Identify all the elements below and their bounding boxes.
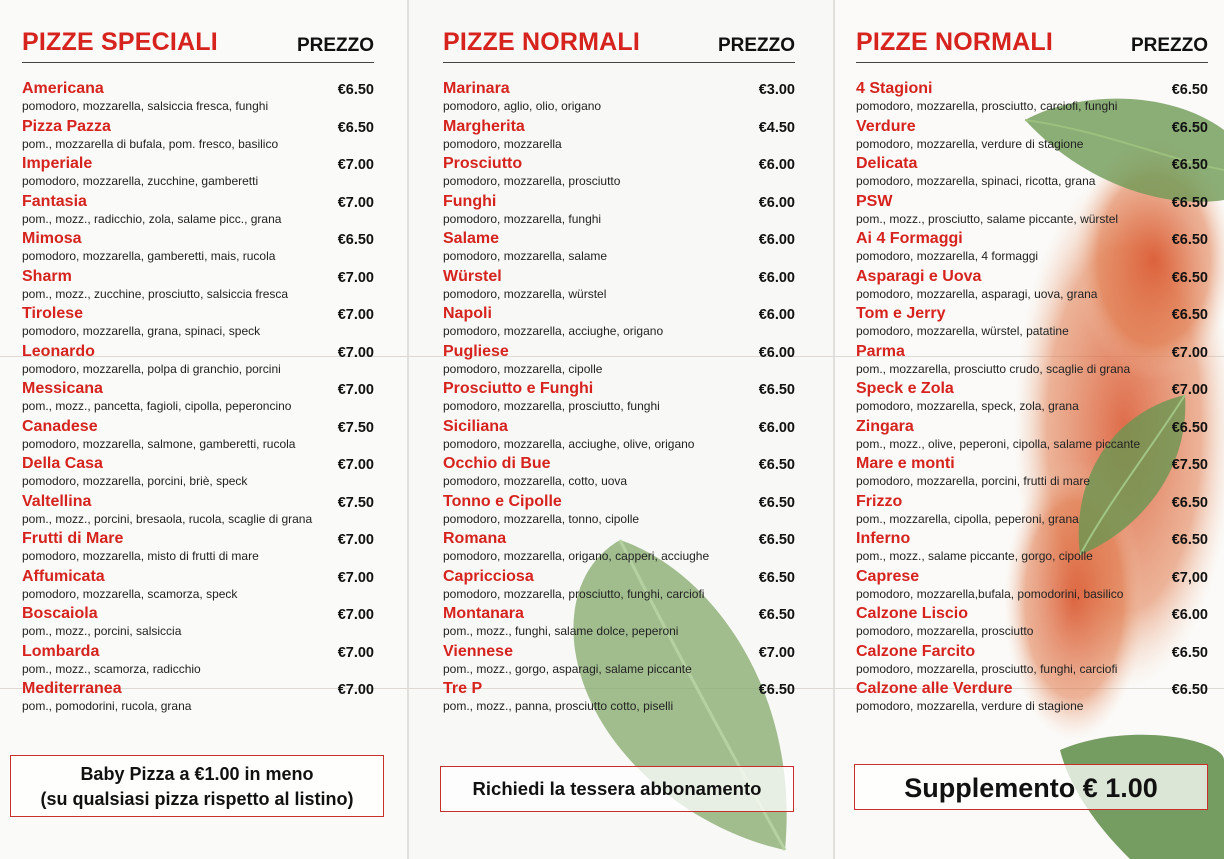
pizza-name: Marinara bbox=[443, 80, 510, 97]
pizza-price: €7.50 bbox=[1171, 457, 1208, 473]
pizza-price: €7.00 bbox=[337, 457, 374, 473]
pizza-ingredients: pom., mozz., salame piccante, gorgo, cipolle bbox=[856, 549, 1093, 563]
pizza-price: €6.50 bbox=[1171, 307, 1208, 323]
pizza-ingredients: pom., pomodorini, rucola, grana bbox=[22, 699, 192, 713]
menu-item bbox=[856, 380, 1208, 417]
pizza-price: €6.50 bbox=[758, 494, 795, 511]
pizza-price: €7.00 bbox=[337, 157, 374, 173]
pizza-name: Mare e monti bbox=[856, 455, 955, 472]
pizza-name: Caprese bbox=[856, 567, 920, 585]
column-header bbox=[443, 28, 795, 63]
price-header: PREZZO bbox=[1130, 35, 1208, 56]
price-header: PREZZO bbox=[717, 35, 795, 56]
baby-pizza-line1: Baby Pizza a €1.00 in meno bbox=[80, 764, 314, 784]
pizza-price: €6.00 bbox=[758, 419, 795, 436]
pizza-price: €6.50 bbox=[1171, 82, 1208, 98]
pizza-name: Asparagi e Uova bbox=[856, 267, 982, 285]
pizza-price: €6.50 bbox=[758, 532, 795, 548]
pizza-name: Imperiale bbox=[22, 155, 93, 172]
pizza-name: Occhio di Bue bbox=[443, 455, 551, 472]
pizza-ingredients: pomodoro, mozzarella, salmone, gamberetti, rucola bbox=[22, 436, 296, 451]
pizza-name: Inferno bbox=[856, 530, 911, 547]
menu-item bbox=[856, 605, 1208, 642]
pizza-price: €6.00 bbox=[758, 269, 795, 286]
tessera-notice bbox=[440, 766, 794, 812]
pizza-price: €6.00 bbox=[758, 194, 795, 211]
menu-item bbox=[856, 343, 1208, 380]
menu-item bbox=[443, 680, 795, 717]
pizza-name: Americana bbox=[22, 80, 104, 97]
column-header bbox=[856, 28, 1208, 63]
pizza-name: Calzone alle Verdure bbox=[856, 680, 1013, 697]
pizza-ingredients: pomodoro, aglio, olio, origano bbox=[443, 99, 602, 113]
pizza-price: €6.00 bbox=[1171, 607, 1208, 623]
pizza-ingredients: pomodoro, mozzarella, polpa di granchio, porcini bbox=[22, 361, 281, 376]
pizza-name: Lombarda bbox=[22, 642, 100, 660]
pizza-ingredients: pom., mozz., funghi, salame dolce, peperoni bbox=[443, 624, 679, 638]
pizza-ingredients: pomodoro, mozzarella, spinaci, ricotta, grana bbox=[856, 174, 1096, 188]
pizza-ingredients: pomodoro, mozzarella, prosciutto, carciofi, funghi bbox=[856, 99, 1118, 113]
menu-item bbox=[856, 643, 1208, 680]
menu-item bbox=[443, 643, 795, 680]
pizza-ingredients: pom., mozz., porcini, salsiccia bbox=[22, 624, 182, 638]
pizza-name: Parma bbox=[856, 342, 905, 360]
pizza-price: €7.00 bbox=[337, 382, 374, 398]
supplemento-notice bbox=[854, 764, 1208, 810]
pizza-ingredients: pom., mozzarella di bufala, pom. fresco, basilico bbox=[22, 136, 279, 151]
menu-item bbox=[22, 268, 374, 305]
menu-item bbox=[856, 118, 1208, 155]
pizza-ingredients: pomodoro, mozzarella, 4 formaggi bbox=[856, 249, 1039, 263]
pizza-name: Viennese bbox=[443, 642, 513, 660]
pizza-ingredients: pomodoro, mozzarella, prosciutto bbox=[443, 174, 621, 188]
pizza-name: Pizza Pazza bbox=[22, 117, 111, 135]
pizza-name: Leonardo bbox=[22, 342, 95, 360]
section-title: PIZZE SPECIALI bbox=[22, 28, 218, 56]
pizza-ingredients: pom., mozz., radicchio, zola, salame picc., grana bbox=[22, 211, 282, 226]
menu-item bbox=[856, 568, 1208, 605]
menu-item bbox=[22, 343, 374, 380]
menu-item bbox=[22, 380, 374, 417]
pizza-price: €7.00 bbox=[337, 269, 374, 286]
pizza-name: Canadese bbox=[22, 417, 98, 435]
pizza-name: Delicata bbox=[856, 155, 918, 172]
pizza-name: Messicana bbox=[22, 380, 103, 397]
pizza-name: Fantasia bbox=[22, 192, 87, 210]
pizza-price: €4.50 bbox=[758, 119, 795, 136]
pizza-name: Sharm bbox=[22, 267, 72, 285]
pizza-price: €7.50 bbox=[337, 419, 374, 436]
pizza-name: Della Casa bbox=[22, 455, 103, 472]
supplemento-text: Supplemento € 1.00 bbox=[904, 773, 1158, 803]
pizza-price: €6.50 bbox=[1171, 494, 1208, 511]
menu-item bbox=[22, 80, 374, 117]
pizza-price: €6.50 bbox=[337, 82, 374, 98]
menu-item bbox=[22, 305, 374, 342]
pizza-price: €6.50 bbox=[1171, 682, 1208, 698]
menu-item bbox=[443, 80, 795, 117]
pizza-name: PSW bbox=[856, 192, 893, 210]
menu-item bbox=[22, 418, 374, 455]
menu-item bbox=[443, 380, 795, 417]
pizza-name: Calzone Liscio bbox=[856, 605, 969, 622]
pizza-name: Boscaiola bbox=[22, 605, 98, 622]
menu-item bbox=[856, 155, 1208, 192]
pizza-ingredients: pomodoro, mozzarella, acciughe, olive, origano bbox=[443, 436, 695, 451]
pizza-name: Tom e Jerry bbox=[856, 305, 946, 322]
menu-item bbox=[22, 118, 374, 155]
pizza-price: €6.00 bbox=[758, 157, 795, 173]
pizza-name: Napoli bbox=[443, 305, 492, 322]
pizza-name: Pugliese bbox=[443, 342, 509, 360]
pizza-ingredients: pomodoro, mozzarella, salame bbox=[443, 249, 608, 263]
pizza-name: Tre P bbox=[443, 680, 483, 697]
pizza-price: €7.00 bbox=[337, 344, 374, 361]
pizza-ingredients: pomodoro, mozzarella, prosciutto bbox=[856, 624, 1034, 638]
menu-item bbox=[443, 118, 795, 155]
pizza-name: Tirolese bbox=[22, 305, 84, 322]
pizza-ingredients: pomodoro, mozzarella, cotto, uova bbox=[443, 474, 628, 488]
menu-item bbox=[443, 343, 795, 380]
pizza-price: €6.50 bbox=[1171, 269, 1208, 286]
pizza-ingredients: pom., mozz., prosciutto, salame piccante, würstel bbox=[856, 211, 1119, 226]
pizza-name: Prosciutto e Funghi bbox=[443, 380, 594, 397]
pizza-ingredients: pomodoro, mozzarella, gamberetti, mais, rucola bbox=[22, 249, 276, 263]
pizza-price: €7.00 bbox=[337, 569, 374, 586]
pizza-name: Frizzo bbox=[856, 492, 903, 510]
menu-item bbox=[856, 193, 1208, 230]
pizza-ingredients: pom., mozzarella, prosciutto crudo, scaglie di grana bbox=[856, 361, 1131, 376]
menu-item bbox=[443, 455, 795, 492]
section-title: PIZZE NORMALI bbox=[856, 28, 1054, 56]
menu-item bbox=[22, 230, 374, 267]
pizza-ingredients: pomodoro, mozzarella, zucchine, gamberetti bbox=[22, 174, 259, 188]
pizza-name: 4 Stagioni bbox=[856, 80, 933, 97]
pizza-price: €7.00 bbox=[337, 532, 374, 548]
pizza-price: €7.00 bbox=[337, 194, 374, 211]
menu-item bbox=[22, 155, 374, 192]
pizza-price: €7,00 bbox=[1171, 569, 1208, 586]
pizza-ingredients: pomodoro, mozzarella, origano, capperi, acciughe bbox=[443, 549, 710, 563]
pizza-ingredients: pomodoro, mozzarella bbox=[443, 136, 562, 151]
menu-item bbox=[443, 493, 795, 530]
pizza-price: €6.50 bbox=[337, 119, 374, 136]
menu-item bbox=[22, 605, 374, 642]
menu-item bbox=[856, 455, 1208, 492]
pizza-price: €7.00 bbox=[337, 682, 374, 698]
menu-item bbox=[856, 268, 1208, 305]
menu-item bbox=[856, 418, 1208, 455]
pizza-price: €6.50 bbox=[1171, 532, 1208, 548]
pizza-price: €6.00 bbox=[758, 344, 795, 361]
menu-item bbox=[443, 418, 795, 455]
pizza-name: Zingara bbox=[856, 417, 914, 435]
menu-item bbox=[22, 455, 374, 492]
pizza-ingredients: pomodoro, mozzarella, porcini, briè, speck bbox=[22, 474, 248, 488]
pizza-ingredients: pomodoro, mozzarella, speck, zola, grana bbox=[856, 399, 1079, 413]
pizza-ingredients: pomodoro, mozzarella, prosciutto, funghi bbox=[443, 399, 660, 413]
pizza-name: Funghi bbox=[443, 192, 497, 210]
pizza-name: Speck e Zola bbox=[856, 380, 954, 397]
pizza-ingredients: pomodoro, mozzarella, tonno, cipolle bbox=[443, 511, 640, 526]
pizza-ingredients: pomodoro, mozzarella, funghi bbox=[443, 211, 602, 226]
menu-item bbox=[856, 680, 1208, 717]
pizza-price: €7.00 bbox=[337, 607, 374, 623]
pizza-ingredients: pomodoro, mozzarella, cipolle bbox=[443, 361, 603, 376]
pizza-name: Würstel bbox=[443, 267, 502, 285]
pizza-name: Frutti di Mare bbox=[22, 530, 124, 547]
pizza-ingredients: pomodoro, mozzarella,bufala, pomodorini, basilico bbox=[856, 586, 1124, 601]
tessera-text: Richiedi la tessera abbonamento bbox=[472, 778, 762, 799]
pizza-ingredients: pom., mozz., scamorza, radicchio bbox=[22, 661, 201, 676]
pizza-price: €6.50 bbox=[1171, 157, 1208, 173]
menu-item bbox=[22, 643, 374, 680]
pizza-ingredients: pom., mozz., zucchine, prosciutto, salsiccia fresca bbox=[22, 286, 289, 301]
pizza-ingredients: pom., mozz., pancetta, fagioli, cipolla, peperoncino bbox=[22, 399, 292, 413]
pizza-ingredients: pomodoro, mozzarella, verdure di stagione bbox=[856, 699, 1084, 713]
pizza-ingredients: pomodoro, mozzarella, acciughe, origano bbox=[443, 324, 664, 338]
column-header bbox=[22, 28, 374, 63]
pizza-price: €7.00 bbox=[1171, 382, 1208, 398]
pizza-name: Margherita bbox=[443, 117, 525, 135]
pizza-name: Tonno e Cipolle bbox=[443, 492, 562, 510]
pizza-price: €6.50 bbox=[758, 607, 795, 623]
pizza-price: €6.50 bbox=[758, 569, 795, 586]
menu-item bbox=[443, 305, 795, 342]
menu-item bbox=[856, 305, 1208, 342]
pizza-price: €6.50 bbox=[1171, 419, 1208, 436]
pizza-price: €6.50 bbox=[1171, 194, 1208, 211]
pizza-ingredients: pomodoro, mozzarella, scamorza, speck bbox=[22, 586, 238, 601]
pizza-name: Capricciosa bbox=[443, 567, 534, 585]
pizza-name: Verdure bbox=[856, 117, 916, 135]
menu-item bbox=[443, 155, 795, 192]
menu-item bbox=[856, 80, 1208, 117]
pizza-ingredients: pomodoro, mozzarella, würstel bbox=[443, 286, 607, 301]
pizza-ingredients: pomodoro, mozzarella, misto di frutti di mare bbox=[22, 549, 259, 563]
menu-item bbox=[22, 493, 374, 530]
menu-item bbox=[22, 530, 374, 567]
pizza-ingredients: pomodoro, mozzarella, porcini, frutti di mare bbox=[856, 474, 1091, 488]
pizza-ingredients: pom., mozz., porcini, bresaola, rucola, scaglie di grana bbox=[22, 511, 313, 526]
menu-item bbox=[22, 680, 374, 717]
pizza-name: Siciliana bbox=[443, 417, 508, 435]
pizza-price: €6.50 bbox=[758, 457, 795, 473]
pizza-price: €3.00 bbox=[758, 82, 795, 98]
menu-item bbox=[856, 230, 1208, 267]
pizza-ingredients: pomodoro, mozzarella, prosciutto, funghi, carciofi bbox=[443, 586, 705, 601]
menu-item bbox=[443, 193, 795, 230]
pizza-name: Mimosa bbox=[22, 230, 82, 247]
pizza-name: Ai 4 Formaggi bbox=[856, 230, 963, 247]
pizza-ingredients: pom., mozzarella, cipolla, peperoni, grana bbox=[856, 511, 1079, 526]
pizza-name: Salame bbox=[443, 230, 500, 247]
pizza-ingredients: pomodoro, mozzarella, würstel, patatine bbox=[856, 324, 1069, 338]
menu-item bbox=[856, 530, 1208, 567]
pizza-price: €6.50 bbox=[1171, 644, 1208, 661]
pizza-price: €6.50 bbox=[758, 682, 795, 698]
pizza-price: €7.00 bbox=[1171, 344, 1208, 361]
section-title: PIZZE NORMALI bbox=[443, 28, 641, 56]
pizza-name: Mediterranea bbox=[22, 680, 122, 697]
pizza-name: Prosciutto bbox=[443, 155, 523, 172]
pizza-price: €6.50 bbox=[1171, 232, 1208, 248]
pizza-name: Calzone Farcito bbox=[856, 642, 976, 660]
pizza-ingredients: pom., mozz., olive, peperoni, cipolla, salame piccante bbox=[856, 436, 1141, 451]
menu-item bbox=[443, 605, 795, 642]
pizza-price: €6.50 bbox=[1171, 119, 1208, 136]
pizza-name: Valtellina bbox=[22, 492, 92, 510]
menu-item bbox=[22, 568, 374, 605]
pizza-ingredients: pom., mozz., gorgo, asparagi, salame piccante bbox=[443, 661, 692, 676]
pizza-name: Montanara bbox=[443, 605, 524, 622]
pizza-price: €7.50 bbox=[337, 494, 374, 511]
pizza-price: €7.00 bbox=[758, 644, 795, 661]
price-header: PREZZO bbox=[296, 35, 374, 56]
pizza-price: €6.00 bbox=[758, 307, 795, 323]
pizza-ingredients: pom., mozz., panna, prosciutto cotto, piselli bbox=[443, 699, 674, 713]
pizza-ingredients: pomodoro, mozzarella, salsiccia fresca, funghi bbox=[22, 99, 269, 113]
menu-item bbox=[443, 230, 795, 267]
pizza-name: Affumicata bbox=[22, 567, 105, 585]
pizza-price: €7.00 bbox=[337, 307, 374, 323]
pizza-name: Romana bbox=[443, 530, 507, 547]
pizza-price: €6.50 bbox=[337, 232, 374, 248]
menu-item bbox=[443, 268, 795, 305]
pizza-price: €6.50 bbox=[758, 382, 795, 398]
pizza-ingredients: pomodoro, mozzarella, verdure di stagione bbox=[856, 136, 1084, 151]
pizza-price: €6.00 bbox=[758, 232, 795, 248]
menu-item bbox=[443, 568, 795, 605]
pizza-ingredients: pomodoro, mozzarella, prosciutto, funghi, carciofi bbox=[856, 661, 1118, 676]
baby-pizza-notice bbox=[10, 755, 384, 817]
baby-pizza-line2: (su qualsiasi pizza rispetto al listino) bbox=[40, 789, 354, 809]
menu-item bbox=[22, 193, 374, 230]
pizza-ingredients: pomodoro, mozzarella, asparagi, uova, grana bbox=[856, 286, 1098, 301]
menu-item bbox=[856, 493, 1208, 530]
menu-item bbox=[443, 530, 795, 567]
pizza-price: €7.00 bbox=[337, 644, 374, 661]
pizza-ingredients: pomodoro, mozzarella, grana, spinaci, speck bbox=[22, 324, 261, 338]
